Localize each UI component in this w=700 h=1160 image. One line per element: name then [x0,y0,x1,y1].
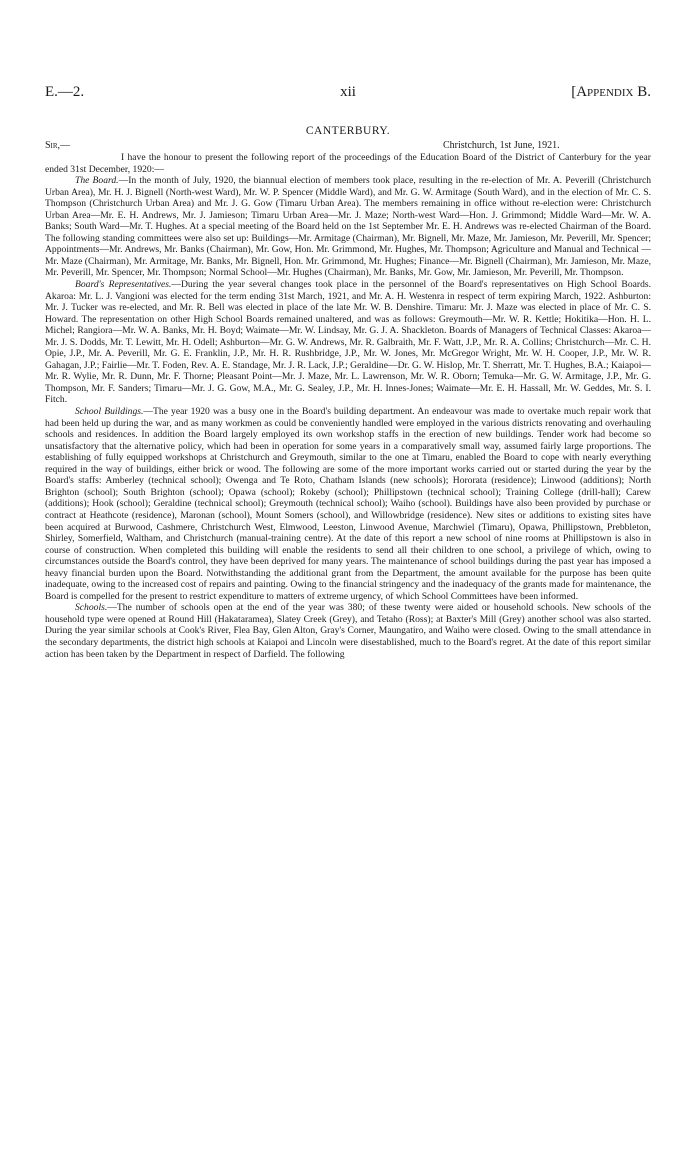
paragraph-text: —During the year several changes took place in the personnel of the Board's representatives on High School Boards. Akaroa: Mr. L. J. Vangioni was elected for the term ending 31st March, 1921, and Mr. A. H. Westenra in respect of term expiring March, 1922. Ashburton: Mr. J. Tucker was re-elected, and Mr. R. Bell was elected in place of the late Mr. W. B. Denshire. Timaru: Mr. J. Maze was elected in place of Mr. C. S. Howard. The representation on other High School Boards remained unaltered, and was as follows: Greymouth—Mr. W. R. Kettle; Hokitika—Hon. H. L. Michel; Rangiora—Mr. W. A. Banks, Mr. H. Boyd; Waimate—Mr. W. Lindsay, Mr. G. J. A. Shackleton. Boards of Managers of Technical Classes: Akaroa—Mr. J. S. Dodds, Mr. T. Lewitt, Mr. H. Odell; Ashburton—Mr. G. W. Andrews, Mr. R. Galbraith, Mr. F. Watt, J.P., Mr. R. A. Collins; Christchurch—Mr. C. H. Opie, J.P., Mr. A. Peverill, Mr. G. E. Franklin, J.P., Mr. H. R. Rushbridge, J.P., Mr. W. Jones, Mr. McGregor Wright, Mr. W. H. Cooper, J.P., Mr. W. R. Gahagan, J.P.; Fairlie—Mr. T. Foden, Rev. A. E. Standage, Mr. J. R. Lack, J.P.; Geraldine—Dr. G. W. Hislop, Mr. T. Sherratt, Mr. T. Hughes, B.A.; Kaiapoi—Mr. R. Wylie, Mr. R. Dunn, Mr. F. Thorne; Pleasant Point—Mr. J. Maze, Mr. L. Lawrenson, Mr. W. R. Oborn; Temuka—Mr. G. W. Armitage, J.P., Mr. G. Thompson, Mr. F. Sanders; Timaru—Mr. J. G. Gow, M.A., Mr. G. Sealey, J.P., Mr. H. Innes-Jones; Waimate—Mr. E. H. Hassall, Mr. W. Geddes, Mr. S. I. Fitch. [45,279,651,406]
section-title: CANTERBURY. [305,125,391,137]
appendix-label: [Appendix B. [571,84,651,100]
paragraph-text: —The number of schools open at the end of the year was 380; of these twenty were aided or household schools. New schools of the household type were opened at Round Hill (Hakataramea), Slatey Creek (Grey), and Tetaho (Ross); at Baxter's Mill (Grey) another school was also started. During the year similar schools at Cook's River, Flea Bay, Glen Alton, Gray's Corner, Maungatiro, and Waiho were closed. Owing to the small attendance in the secondary departments, the district high schools at Kaiapoi and Lincoln were disestablished, much to the Board's regret. At the date of this report similar action has been taken by the Department in respect of Darfield. The following [45,602,651,660]
buildings-paragraph [45,406,651,602]
paragraph-heading: The Board. [75,175,119,187]
paragraph-heading: Schools. [75,602,108,614]
paragraph-heading: School Buildings. [75,406,144,418]
schools-paragraph [45,602,651,660]
salutation-line [45,140,651,152]
report-body [45,152,651,660]
paragraph-heading: Board's Representatives. [75,279,172,291]
paragraph-text: I have the honour to present the following report of the proceedings of the Education Board of the District of Canterbury for the year ended 31st December, 1920:— [45,152,651,175]
paragraph-text: —The year 1920 was a busy one in the Board's building department. An endeavour was made to overtake much repair work that had been held up during the war, and as many workmen as could be conveniently handled were employed in the various districts renovating and overhauling schools and residences. In addition the Board largely employed its own workshop staffs in the erection of new buildings. Tender work had become so unsatisfactory that the alternative policy, which had been in operation for some years in a comparatively small way, assumed fairly large proportions. The establishing of fully equipped workshops at Christchurch and Greymouth, similar to the one at Timaru, enabled the Board to cope with nearly everything required in the way of buildings, either brick or wood. The following are some of the more important works carried out or started during the year by the Board's staffs: Amberley (technical school); Owenga and Te Roto, Chatham Islands (new schools); Hororata (residence); Linwood (additions); North Brighton (school); South Brighton (school); Opawa (school); Rokeby (school); Phillipstown (technical school); Training College (drill-hall); Carew (additions); Hook (school); Geraldine (technical school); Greymouth (technical school); Waiho (school). Buildings have also been provided by purchase or contract at Heathcote (residence), Maronan (school), Mount Somers (school), and Willowbridge (residence). New sites or additions to existing sites have been acquired at Burwood, Cashmere, Christchurch West, Elmwood, Leeston, Linwood Avenue, Marchwiel (Timaru), Opawa, Phillipstown, Prebbleton, Shirley, Somerfield, Waltham, and Christchurch (manual-training centre). At the date of this report a new school of nine rooms at Phillipstown is also in course of construction. When completed this building will enable the residents to send all their children to one school, a privilege of which, owing to circumstances outside the Board's control, they have been deprived for many years. The maintenance of school buildings during the past year has imposed a heavy financial burden upon the Board. Notwithstanding the additional grant from the Department, the amount available for the purpose has been quite inadequate, owing to the increased cost of repairs and painting. Owing to the financial stringency and the inadequacy of the grants made for maintenance, the Board is compelled for the present to restrict expenditure to matters of extreme urgency, of which School Committees have been informed. [45,406,651,602]
board-paragraph [45,175,651,279]
place-date: Christchurch, 1st June, 1921. [443,140,560,151]
intro-paragraph [45,152,651,175]
representatives-paragraph [45,279,651,406]
salutation: Sir,— [45,140,71,151]
page-number: xii [340,84,356,100]
report-code: E.—2. [45,84,85,100]
paragraph-text: —In the month of July, 1920, the biannual election of members took place, resulting in the re-election of Mr. A. Peverill (Christchurch Urban Area), Mr. H. J. Bignell (North-west Ward), Mr. W. P. Spencer (Middle Ward), and Mr. G. W. Armitage (South Ward), and in the election of Mr. C. S. Thompson (Christchurch Urban Area) and Mr. J. G. Gow (Timaru Urban Area). The members remaining in office without re-election were: Christchurch Urban Area—Mr. E. H. Andrews, Mr. J. Jamieson; Timaru Urban Area—Mr. J. Maze; North-west Ward—Hon. J. Grimmond; Middle Ward—Mr. W. A. Banks; South Ward—Mr. T. Hughes. At a special meeting of the Board held on the 1st September Mr. E. H. Andrews was re-elected Chairman of the Board. The following standing committees were also set up: Buildings—Mr. Armitage (Chairman), Mr. Bignell, Mr. Maze, Mr. Jamieson, Mr. Peverill, Mr. Spencer; Appointments—Mr. Andrews, Mr. Banks (Chairman), Mr. Gow, Hon. Mr. Grimmond, Mr. Hughes, Mr. Thompson; Agriculture and Manual and Technical —Mr. Maze (Chairman), Mr. Armitage, Mr. Banks, Mr. Bignell, Hon. Mr. Grimmond, Mr. Hughes; Finance—Mr. Bignell (Chairman), Mr. Jamieson, Mr. Maze, Mr. Peverill, Mr. Spencer, Mr. Thompson; Normal School—Mr. Hughes (Chairman), Mr. Banks, Mr. Gow, Mr. Jamieson, Mr. Peverill, Mr. Thompson. [45,175,651,279]
page-header [45,84,651,106]
